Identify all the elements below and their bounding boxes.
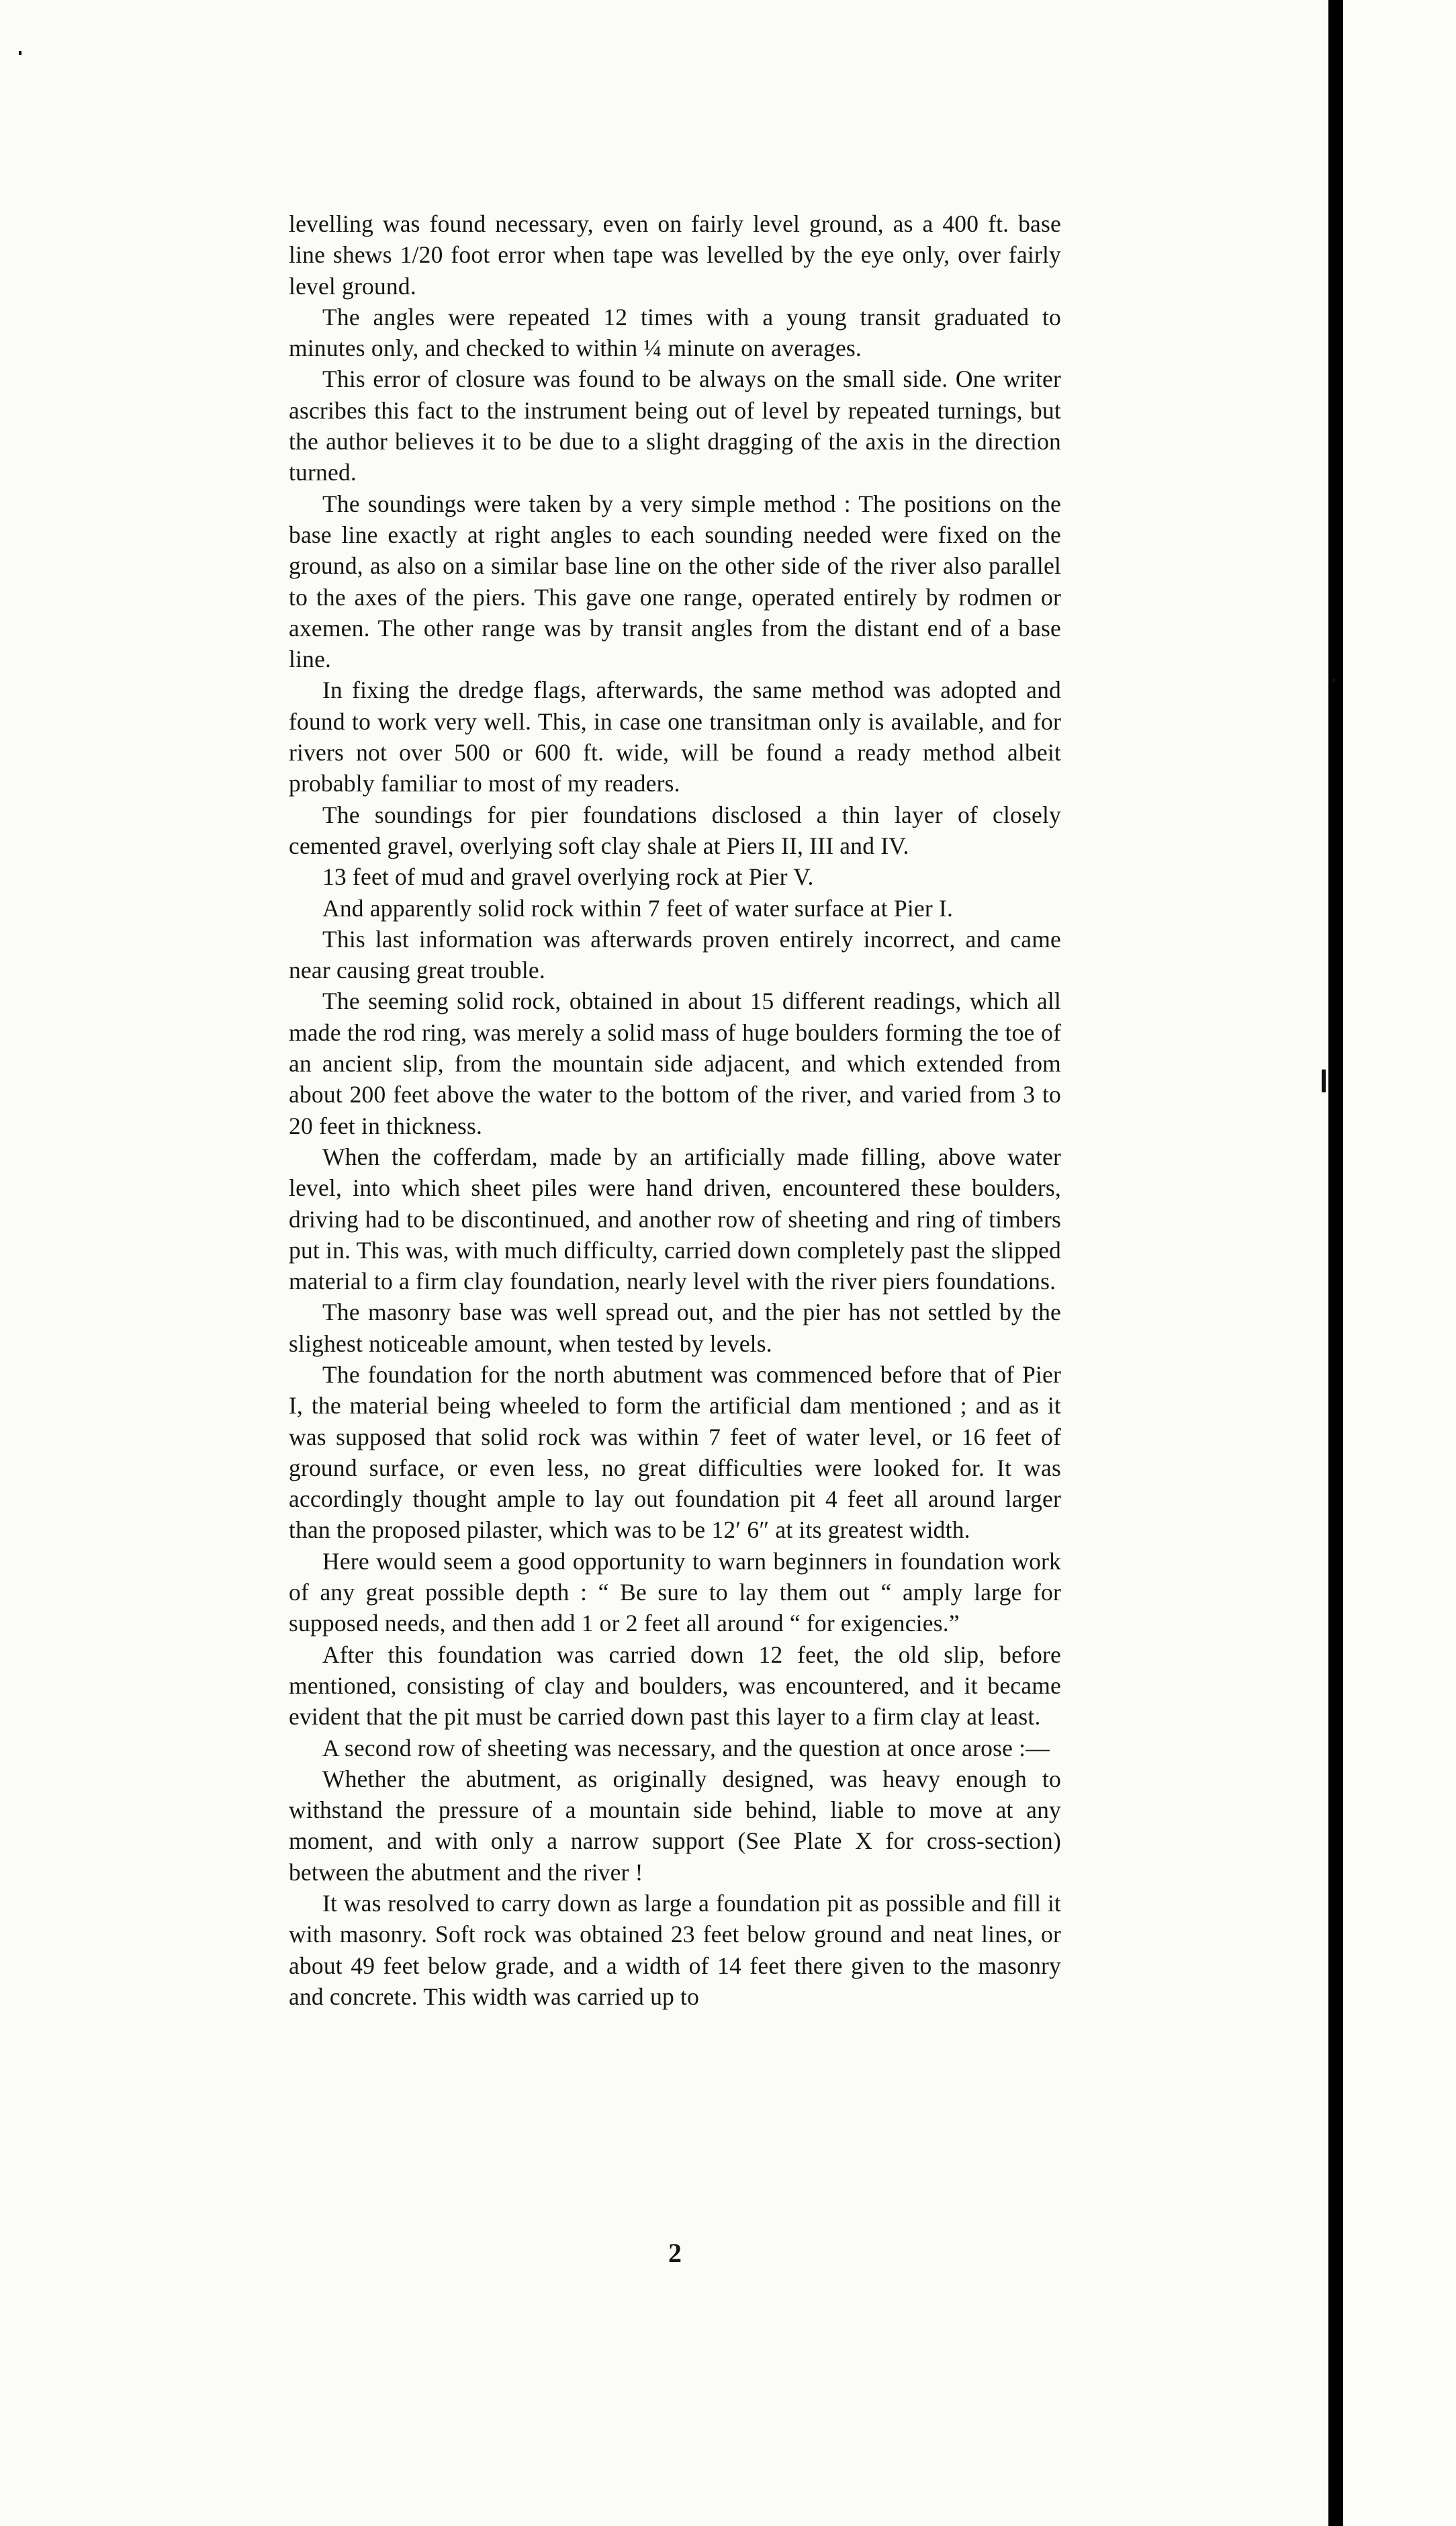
paragraph: The masonry base was well spread out, and the pier has not settled by the slighest noticeable amount, when tested by levels.	[289, 1299, 1061, 1357]
scan-speck	[1332, 679, 1335, 683]
paragraph: The foundation for the north abutment was commenced before that of Pier I, the material being wheeled to form the artificial dam mentioned ; and as it was supposed that solid rock was within 7 feet of water level, or 16 feet of ground surface, or even less, no great difficulties were looked for. It was accordingly thought ample to lay out foundation pit 4 feet all around larger than the proposed pilaster, which was to be 12′ 6″ at its greatest width.	[289, 1360, 1061, 1544]
page-fold-border	[1328, 0, 1343, 2526]
body-text	[289, 208, 1061, 2012]
paragraph: This last information was afterwards proven entirely incorrect, and came near causing great trouble.	[289, 925, 1061, 984]
paragraph: Here would seem a good opportunity to warn beginners in foundation work of any great possible depth : “ Be sure to lay them out “ amply large for supposed needs, and then add 1 or 2 feet all around “ for exigencies.”	[289, 1547, 1061, 1637]
scan-speck	[19, 51, 21, 55]
paragraph: In fixing the dredge flags, afterwards, the same method was adopted and found to work very well. This, in case one transitman only is available, and for rivers not over 500 or 600 ft. wide, will be found a ready method albeit probably familiar to most of my readers.	[289, 677, 1061, 797]
paragraph: This error of closure was found to be always on the small side. One writer ascribes this fact to the instrument being out of level by repeated turnings, but the author believes it to be due to a slight dragging of the axis in the direction turned.	[289, 365, 1061, 486]
paragraph: The soundings were taken by a very simple method : The positions on the base line exactly at right angles to each sounding needed were fixed on the ground, as also on a similar base line on the other side of the river also parallel to the axes of the piers. This gave one range, operated entirely by rodmen or axemen. The other range was by transit angles from the distant end of a base line.	[289, 490, 1061, 673]
paragraph: Whether the abutment, as originally designed, was heavy enough to withstand the pressure of a mountain side behind, liable to move at any moment, and with only a narrow support (See Plate X for cross-section) between the abutment and the river !	[289, 1765, 1061, 1886]
paragraph: It was resolved to carry down as large a foundation pit as possible and fill it with masonry. Soft rock was obtained 23 feet below ground and neat lines, or about 49 feet below grade, and a width of 14 feet there given to the masonry and concrete. This width was carried up to	[289, 1890, 1061, 2010]
adjacent-page-strip	[1328, 0, 1456, 2526]
paragraph: And apparently solid rock within 7 feet of water surface at Pier I.	[322, 894, 954, 922]
paragraph: levelling was found necessary, even on fairly level ground, as a 400 ft. base line shews 1/20 foot error when tape was levelled by the eye only, over fairly level ground.	[289, 210, 1061, 300]
scan-speck	[1322, 1070, 1326, 1092]
paragraph: After this foundation was carried down 12 feet, the old slip, before mentioned, consisting of clay and boulders, was encountered, and it became evident that the pit must be carried down past this layer to a firm clay at least.	[289, 1641, 1061, 1731]
paragraph: 13 feet of mud and gravel overlying rock at Pier V.	[322, 863, 814, 891]
paragraph: When the cofferdam, made by an artificially made filling, above water level, into which sheet piles were hand driven, encountered these boulders, driving had to be discontinued, and another row of sheeting and ring of timbers put in. This was, with much difficulty, carried down completely past the slipped material to a firm clay foundation, nearly level with the river piers foundations.	[289, 1143, 1061, 1295]
paragraph: The seeming solid rock, obtained in about 15 different readings, which all made the rod ring, was merely a solid mass of huge boulders forming the toe of an ancient slip, from the mountain side adjacent, and which extended from about 200 feet above the water to the bottom of the river, and varied from 3 to 20 feet in thickness.	[289, 988, 1061, 1139]
page-number: 2	[668, 2238, 682, 2268]
paragraph: A second row of sheeting was necessary, and the question at once arose :—	[322, 1734, 1050, 1761]
paragraph: The soundings for pier foundations disclosed a thin layer of closely cemented gravel, overlying soft clay shale at Piers II, III and IV.	[289, 801, 1061, 859]
paragraph: The angles were repeated 12 times with a young transit graduated to minutes only, and checked to within ¼ minute on averages.	[289, 303, 1061, 362]
